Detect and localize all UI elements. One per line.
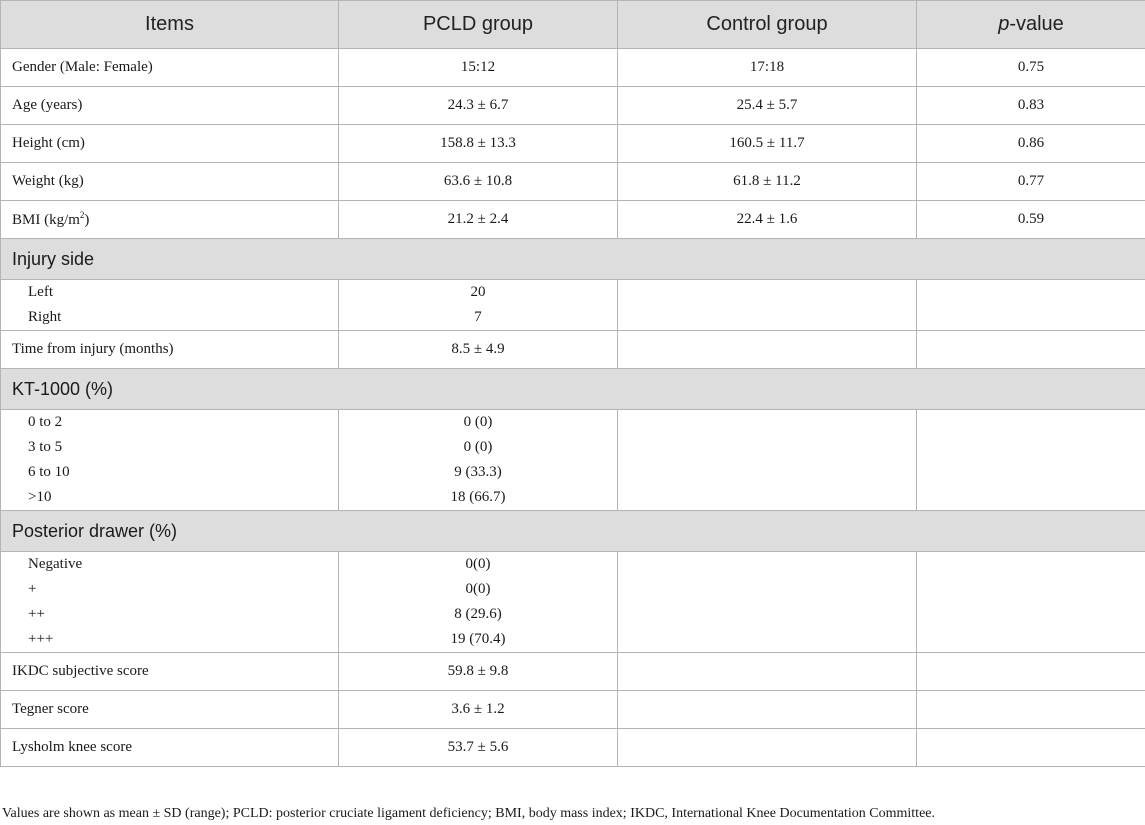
row-label: Lysholm knee score xyxy=(1,729,339,767)
section-title: Posterior drawer (%) xyxy=(1,511,1145,552)
header-items: Items xyxy=(1,1,339,49)
p-value xyxy=(917,691,1145,729)
table-row xyxy=(1,201,1145,239)
p-value xyxy=(917,331,1145,369)
pcld-value: 21.2 ± 2.4 xyxy=(339,201,618,239)
control-value: 22.4 ± 1.6 xyxy=(618,201,917,239)
section-title: Injury side xyxy=(1,239,1145,280)
sub-value: 0 (0) xyxy=(463,439,493,455)
control-value: 61.8 ± 11.2 xyxy=(618,163,917,201)
p-value xyxy=(917,653,1145,691)
table-row xyxy=(1,552,1145,653)
p-value xyxy=(917,552,1145,653)
row-label: Height (cm) xyxy=(1,125,339,163)
sub-label: Right xyxy=(28,309,62,325)
control-value: 160.5 ± 11.7 xyxy=(618,125,917,163)
pcld-value: 15:12 xyxy=(339,49,618,87)
sub-label: >10 xyxy=(28,489,52,505)
sub-value: 0(0) xyxy=(465,556,491,572)
bmi-superscript: 2 xyxy=(79,210,85,220)
pcld-value: 24.3 ± 6.7 xyxy=(339,87,618,125)
table-row xyxy=(1,125,1145,163)
sub-value: 7 xyxy=(474,309,482,325)
sub-label: Left xyxy=(28,284,53,300)
header-p-value xyxy=(917,1,1145,49)
row-label: Gender (Male: Female) xyxy=(1,49,339,87)
table-row xyxy=(1,87,1145,125)
sub-label: 3 to 5 xyxy=(28,439,63,455)
pcld-value xyxy=(339,280,618,331)
header-control-group: Control group xyxy=(618,1,917,49)
table-row xyxy=(1,163,1145,201)
table-row xyxy=(1,331,1145,369)
table-row xyxy=(1,49,1145,87)
control-value xyxy=(618,280,917,331)
bmi-label-close: ) xyxy=(84,212,90,228)
header-row xyxy=(1,1,1145,49)
control-value xyxy=(618,691,917,729)
p-value: 0.83 xyxy=(917,87,1145,125)
sub-label: 0 to 2 xyxy=(28,414,63,430)
section-row-kt1000 xyxy=(1,369,1145,410)
control-value xyxy=(618,410,917,511)
sub-value: 18 (66.7) xyxy=(450,489,506,505)
row-label: Weight (kg) xyxy=(1,163,339,201)
sub-value: 20 xyxy=(470,284,486,300)
pcld-value: 158.8 ± 13.3 xyxy=(339,125,618,163)
section-title: KT-1000 (%) xyxy=(1,369,1145,410)
sub-value: 8 (29.6) xyxy=(454,606,502,622)
control-value xyxy=(618,729,917,767)
p-value: 0.77 xyxy=(917,163,1145,201)
pcld-value xyxy=(339,552,618,653)
table-row xyxy=(1,691,1145,729)
table-row xyxy=(1,280,1145,331)
table-row xyxy=(1,729,1145,767)
p-value: 0.75 xyxy=(917,49,1145,87)
p-value xyxy=(917,729,1145,767)
sub-label: + xyxy=(28,581,37,597)
p-italic: p xyxy=(998,13,1010,35)
table-row xyxy=(1,410,1145,511)
sub-value: 9 (33.3) xyxy=(454,464,502,480)
sub-value: 19 (70.4) xyxy=(450,631,506,647)
row-label xyxy=(1,201,339,239)
sub-value: 0(0) xyxy=(465,581,491,597)
pcld-value: 8.5 ± 4.9 xyxy=(339,331,618,369)
p-value: 0.59 xyxy=(917,201,1145,239)
bmi-label: BMI (kg/m xyxy=(12,212,80,228)
table-footnote: Values are shown as mean ± SD (range); PCLD: posterior cruciate ligament deficiency; BMI, body mass index; IKDC, International Knee Documentation Committee. xyxy=(2,806,935,821)
control-value: 25.4 ± 5.7 xyxy=(618,87,917,125)
control-value xyxy=(618,653,917,691)
section-row-posterior-drawer xyxy=(1,511,1145,552)
row-label xyxy=(1,410,339,511)
row-label: Tegner score xyxy=(1,691,339,729)
sub-label: 6 to 10 xyxy=(28,464,70,480)
pcld-value: 63.6 ± 10.8 xyxy=(339,163,618,201)
sub-label: ++ xyxy=(28,606,45,622)
sub-value: 0 (0) xyxy=(463,414,493,430)
sub-label: Negative xyxy=(28,556,83,572)
pcld-value: 53.7 ± 5.6 xyxy=(339,729,618,767)
pcld-value: 59.8 ± 9.8 xyxy=(339,653,618,691)
control-value xyxy=(618,331,917,369)
table-row xyxy=(1,653,1145,691)
p-value xyxy=(917,410,1145,511)
row-label xyxy=(1,552,339,653)
sub-label: +++ xyxy=(28,631,54,647)
pcld-value xyxy=(339,410,618,511)
p-value-suffix: -value xyxy=(1009,13,1064,35)
p-value: 0.86 xyxy=(917,125,1145,163)
section-row-injury-side xyxy=(1,239,1145,280)
header-pcld-group: PCLD group xyxy=(339,1,618,49)
row-label: IKDC subjective score xyxy=(1,653,339,691)
p-value xyxy=(917,280,1145,331)
control-value: 17:18 xyxy=(618,49,917,87)
row-label: Time from injury (months) xyxy=(1,331,339,369)
row-label xyxy=(1,280,339,331)
pcld-value: 3.6 ± 1.2 xyxy=(339,691,618,729)
control-value xyxy=(618,552,917,653)
row-label: Age (years) xyxy=(1,87,339,125)
